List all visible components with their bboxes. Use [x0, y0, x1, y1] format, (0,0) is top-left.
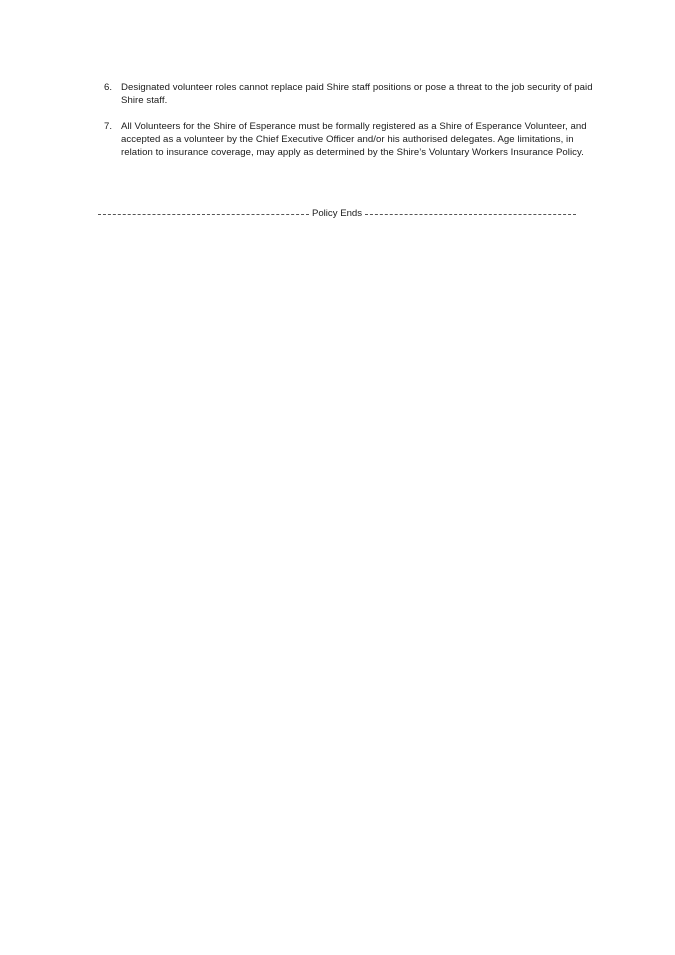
clause-number: 7. [104, 121, 113, 132]
clause-text: All Volunteers for the Shire of Esperance must be formally registered as a Shire of Esperance Volunteer, and accepted as a volunteer by the Chief Executive Officer and/or his authorised delegates. Age limitations, in relation to insurance coverage, may apply as determined by the Shire’s Voluntary Workers Insurance Policy. [121, 121, 587, 158]
dashed-divider-right [365, 214, 576, 215]
policy-end-marker [98, 207, 576, 220]
policy-clause-6 [104, 81, 599, 107]
policy-end-label: Policy Ends [311, 208, 363, 219]
clause-text: Designated volunteer roles cannot replace paid Shire staff positions or pose a threat to the job security of paid Shire staff. [121, 82, 593, 106]
clause-number: 6. [104, 82, 113, 93]
policy-clause-list [104, 81, 599, 172]
dashed-divider-left [98, 214, 309, 215]
policy-clause-7 [104, 120, 599, 159]
